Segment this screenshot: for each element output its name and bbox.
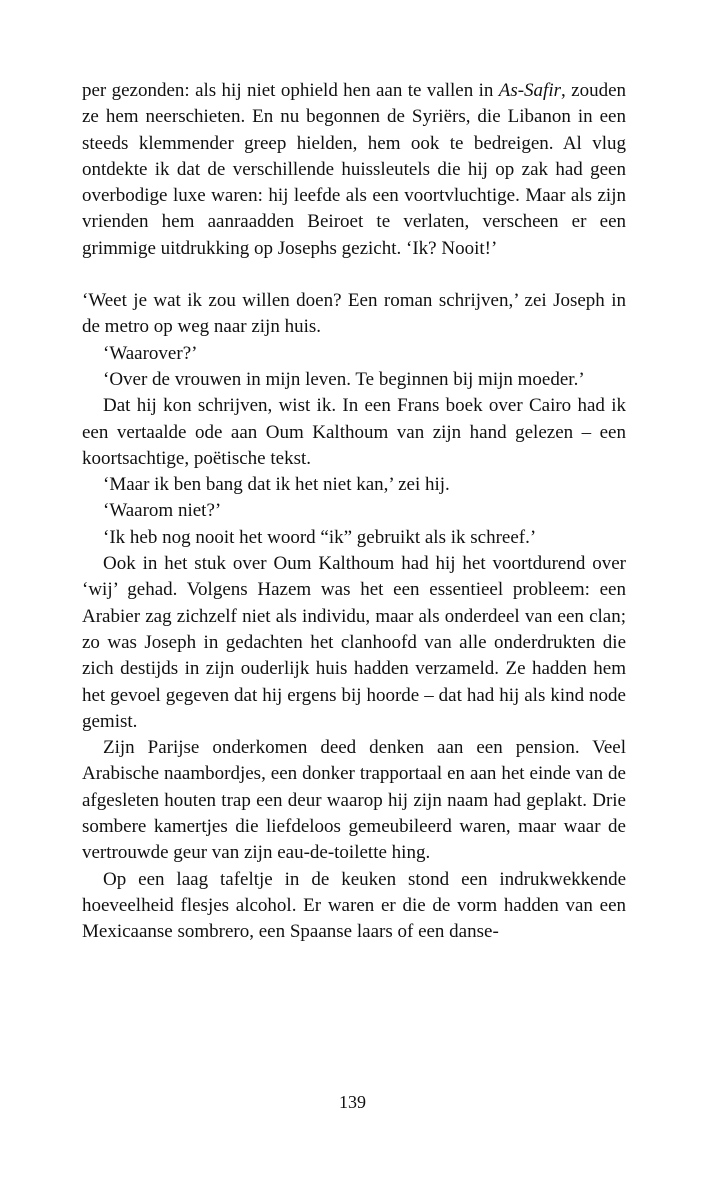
paragraph: Zijn Parijse onderkomen deed denken aan een pension. Veel Arabische naambordjes, een donker trapportaal en aan het einde van de afgesleten houten trap een deur waarop hij zijn naam had geplakt. Drie sombere kamertjes die liefdeloos gemeubileerd waren, maar waar de vertrouwde geur van zijn eau-de-toilette hing. <box>82 737 626 864</box>
page-number: 139 <box>339 1092 366 1112</box>
paragraph: ‘Maar ik ben bang dat ik het niet kan,’ zei hij. <box>103 474 450 496</box>
paragraph: ‘Waarover?’ <box>103 342 198 364</box>
section-2 <box>82 288 626 945</box>
page-body <box>82 78 626 946</box>
paragraph: Dat hij kon schrijven, wist ik. In een Frans boek over Cairo had ik een vertaalde ode aan Oum Kalthoum van zijn hand gelezen – een koortsachtige, poëtische tekst. <box>82 395 626 469</box>
paragraph: Ook in het stuk over Oum Kalthoum had hij het voortdurend over ‘wij’ gehad. Volgens Hazem was het een essentieel probleem: een Arabier zag zichzelf niet als individu, maar als onderdeel van een clan; zo was Joseph in gedachten het clanhoofd van alle onderdrukten die zich destijds in zijn ouderlijk huis hadden verzameld. Ze hadden hem het gevoel gegeven dat hij ergens bij hoorde – dat had hij als kind node gemist. <box>82 553 626 732</box>
paragraph-1 <box>82 78 626 262</box>
paragraph: ‘Over de vrouwen in mijn leven. Te beginnen bij mijn moeder.’ <box>103 368 585 390</box>
newspaper-title: As-Safir <box>498 80 562 101</box>
paragraph: Op een laag tafeltje in de keuken stond een indrukwekkende hoeveelheid flesjes alcohol. Er waren er die de vorm hadden van een Mexicaanse sombrero, een Spaanse laars of een danse- <box>82 868 626 943</box>
section-1 <box>82 78 626 262</box>
paragraph: ‘Waarom niet?’ <box>103 500 222 522</box>
section-break <box>82 262 626 288</box>
paragraph-1-part-2: , zouden ze hem neerschieten. En nu begonnen de Syriërs, die Libanon in een steeds klemmender greep hielden, hem ook te bedreigen. Al vlug ontdekte ik dat de verschillende huissleutels die hij op zak had geen overbodige luxe waren: hij leefde als een voortvluchtige. Maar als zijn vrienden hem aanraadden Beiroet te verlaten, verscheen er een grimmige uitdrukking op Josephs gezicht. ‘Ik? Nooit!’ <box>82 80 626 259</box>
paragraph: ‘Ik heb nog nooit het woord “ik” gebruikt als ik schreef.’ <box>103 526 537 548</box>
paragraph-1-part-1: per gezonden: als hij niet ophield hen aan te vallen in <box>82 80 499 101</box>
paragraph: ‘Weet je wat ik zou willen doen? Een roman schrijven,’ zei Joseph in de metro op weg naar zijn huis. <box>82 290 626 338</box>
